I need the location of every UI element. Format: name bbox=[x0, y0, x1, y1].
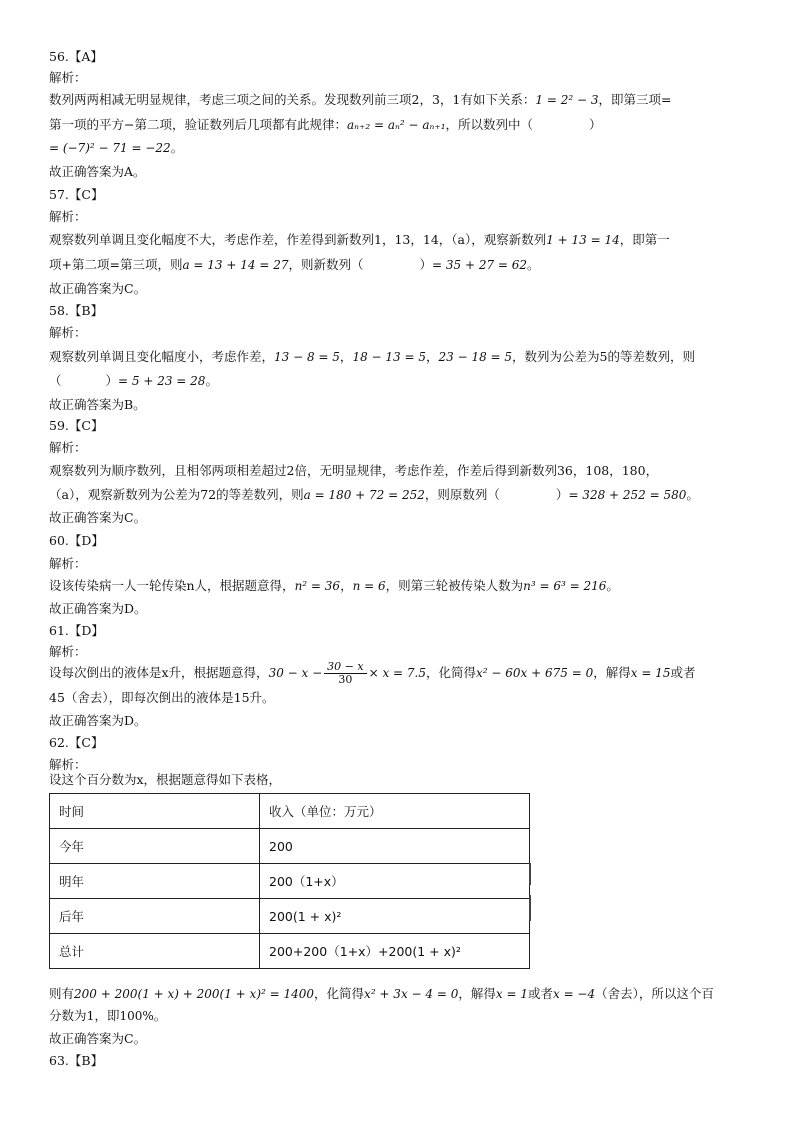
formula: aₙ₊₂ = aₙ² − aₙ₊₁ bbox=[346, 118, 446, 132]
q59-header bbox=[49, 418, 769, 434]
q59-line-1: 观察数列为顺序数列，且相邻两项相差超过2倍，无明显规律，考虑作差，作差后得到新数列36，108，180， bbox=[49, 463, 659, 478]
table-cell: 200+200（1+x）+200(1 + x)² bbox=[260, 934, 530, 969]
analysis-label: 解析： bbox=[49, 440, 87, 455]
formula: x² − 60x + 675 = 0 bbox=[476, 666, 594, 680]
answer-line: 故正确答案为C。 bbox=[49, 1031, 147, 1046]
table-row bbox=[50, 829, 530, 864]
answer-line: 故正确答案为D。 bbox=[49, 601, 147, 616]
answer-key: 【C】 bbox=[68, 418, 104, 433]
table-cell: 今年 bbox=[50, 829, 260, 864]
q56-line-3: = (−7)² − 71 = −22。 bbox=[49, 140, 184, 155]
q60-line-1: 设该传染病一人一轮传染n人，根据题意得，n² = 36，n = 6，则第三轮被传染人数为n³ = 6³ = 216。 bbox=[49, 578, 619, 593]
table-header-row bbox=[50, 794, 530, 829]
answer-key: 【B】 bbox=[68, 1053, 104, 1068]
question-number: 59. bbox=[49, 418, 69, 433]
q61-header bbox=[49, 623, 769, 639]
answer-key: 【C】 bbox=[68, 187, 104, 202]
q61-line-1: 设每次倒出的液体是x升，根据题意得，30 − x − $\frac{30 - x}{30}$ × x = 7.5，化简得x² − 60x + 675 = 0，解得x = 15或者 bbox=[49, 660, 696, 686]
table-header-cell: 收入（单位：万元） bbox=[260, 794, 530, 829]
q62-header bbox=[49, 735, 769, 751]
table-cell: 明年 bbox=[50, 864, 260, 899]
analysis-label: 解析： bbox=[49, 209, 87, 224]
table-edge-mark bbox=[529, 863, 531, 885]
question-number: 58. bbox=[49, 303, 69, 318]
q63-header bbox=[49, 1053, 769, 1069]
q57-header bbox=[49, 187, 769, 203]
formula: x = −4 bbox=[552, 987, 596, 1001]
q57-line-2: 项+第二项=第三项，则a = 13 + 14 = 27，则新数列（ ）= 35 + 27 = 62。 bbox=[49, 257, 540, 272]
question-number: 63. bbox=[49, 1053, 69, 1068]
formula: × x = 7.5 bbox=[368, 666, 426, 680]
answer-key: 【D】 bbox=[68, 623, 104, 638]
q56-line-2: 第一项的平方−第二项，验证数列后几项都有此规律：aₙ₊₂ = aₙ² − aₙ₊₁，所以数列中（ ） bbox=[49, 117, 602, 132]
formula: 13 − 8 = 5 bbox=[274, 350, 340, 364]
q62-line-1: 设这个百分数为x，根据题意得如下表格， bbox=[49, 772, 282, 787]
formula: 1 + 13 = 14 bbox=[546, 233, 620, 247]
question-number: 56. bbox=[49, 49, 69, 64]
q58-header bbox=[49, 303, 769, 319]
formula: n = 6 bbox=[352, 579, 386, 593]
formula: 23 − 18 = 5 bbox=[438, 350, 513, 364]
formula: 18 − 13 = 5 bbox=[352, 350, 426, 364]
analysis-label: 解析： bbox=[49, 644, 87, 659]
table-cell: 后年 bbox=[50, 899, 260, 934]
answer-line: 故正确答案为A。 bbox=[49, 164, 146, 179]
table-cell: 总计 bbox=[50, 934, 260, 969]
formula: 1 = 2² − 3 bbox=[535, 93, 599, 107]
question-number: 57. bbox=[49, 187, 69, 202]
analysis-label: 解析： bbox=[49, 70, 87, 85]
formula: a = 13 + 14 = 27 bbox=[182, 258, 289, 272]
answer-key: 【C】 bbox=[68, 735, 104, 750]
formula: = 5 + 23 = 28 bbox=[118, 374, 206, 388]
answer-line: 故正确答案为D。 bbox=[49, 713, 147, 728]
formula: a = 180 + 72 = 252 bbox=[303, 488, 425, 502]
answer-key: 【D】 bbox=[68, 533, 104, 548]
formula: x = 15 bbox=[630, 666, 671, 680]
q59-line-2: （a），观察新数列为公差为72的等差数列，则a = 180 + 72 = 252，则原数列（ ）= 328 + 252 = 580。 bbox=[49, 487, 699, 502]
question-number: 62. bbox=[49, 735, 69, 750]
table-row bbox=[50, 899, 530, 934]
q62-line-3: 分数为1，即100%。 bbox=[49, 1008, 167, 1023]
fraction: $\frac{30 - x}{30}$ bbox=[324, 661, 366, 686]
analysis-label: 解析： bbox=[49, 757, 87, 772]
income-table bbox=[49, 793, 530, 969]
formula: x² + 3x − 4 = 0 bbox=[364, 987, 459, 1001]
formula: x = 1 bbox=[495, 987, 528, 1001]
answer-key: 【A】 bbox=[68, 49, 103, 64]
q58-line-2: （ ）= 5 + 23 = 28。 bbox=[49, 373, 218, 388]
formula: 100% bbox=[119, 1009, 154, 1023]
question-number: 60. bbox=[49, 533, 69, 548]
q61-line-2: 45（舍去），即每次倒出的液体是15升。 bbox=[49, 690, 275, 705]
analysis-label: 解析： bbox=[49, 325, 87, 340]
analysis-label: 解析： bbox=[49, 556, 87, 571]
q62-line-2: 则有200 + 200(1 + x) + 200(1 + x)² = 1400，化简得x² + 3x − 4 = 0，解得x = 1或者x = −4（舍去），所以这个百 bbox=[49, 986, 714, 1001]
table-cell: 200(1 + x)² bbox=[260, 899, 530, 934]
table-row bbox=[50, 864, 530, 899]
table-header-cell: 时间 bbox=[50, 794, 260, 829]
table-edge-mark bbox=[529, 895, 531, 921]
answer-line: 故正确答案为C。 bbox=[49, 281, 147, 296]
formula: = 328 + 252 = 580 bbox=[568, 488, 687, 502]
q60-header bbox=[49, 533, 769, 549]
formula: = (−7)² − 71 = −22 bbox=[49, 141, 171, 155]
q56-header bbox=[49, 49, 769, 65]
formula: = 35 + 27 = 62 bbox=[432, 258, 528, 272]
q56-line-1: 数列两两相减无明显规律，考虑三项之间的关系。发现数列前三项2，3，1有如下关系：1 = 2² − 3，即第三项= bbox=[49, 92, 672, 107]
answer-key: 【B】 bbox=[68, 303, 104, 318]
formula: n² = 36 bbox=[294, 579, 341, 593]
q57-line-1: 观察数列单调且变化幅度不大，考虑作差，作差得到新数列1，13，14，（a），观察新数列1 + 13 = 14，即第一 bbox=[49, 232, 670, 247]
answer-line: 故正确答案为B。 bbox=[49, 397, 146, 412]
table-cell: 200（1+x） bbox=[260, 864, 530, 899]
formula: 30 − x − bbox=[268, 666, 323, 680]
table-row bbox=[50, 934, 530, 969]
table-cell: 200 bbox=[260, 829, 530, 864]
formula: n³ = 6³ = 216 bbox=[523, 579, 607, 593]
formula: 200 + 200(1 + x) + 200(1 + x)² = 1400 bbox=[74, 987, 315, 1001]
answer-line: 故正确答案为C。 bbox=[49, 510, 147, 525]
q58-line-1: 观察数列单调且变化幅度小，考虑作差，13 − 8 = 5，18 − 13 = 5，23 − 18 = 5，数列为公差为5的等差数列，则 bbox=[49, 349, 696, 364]
question-number: 61. bbox=[49, 623, 69, 638]
